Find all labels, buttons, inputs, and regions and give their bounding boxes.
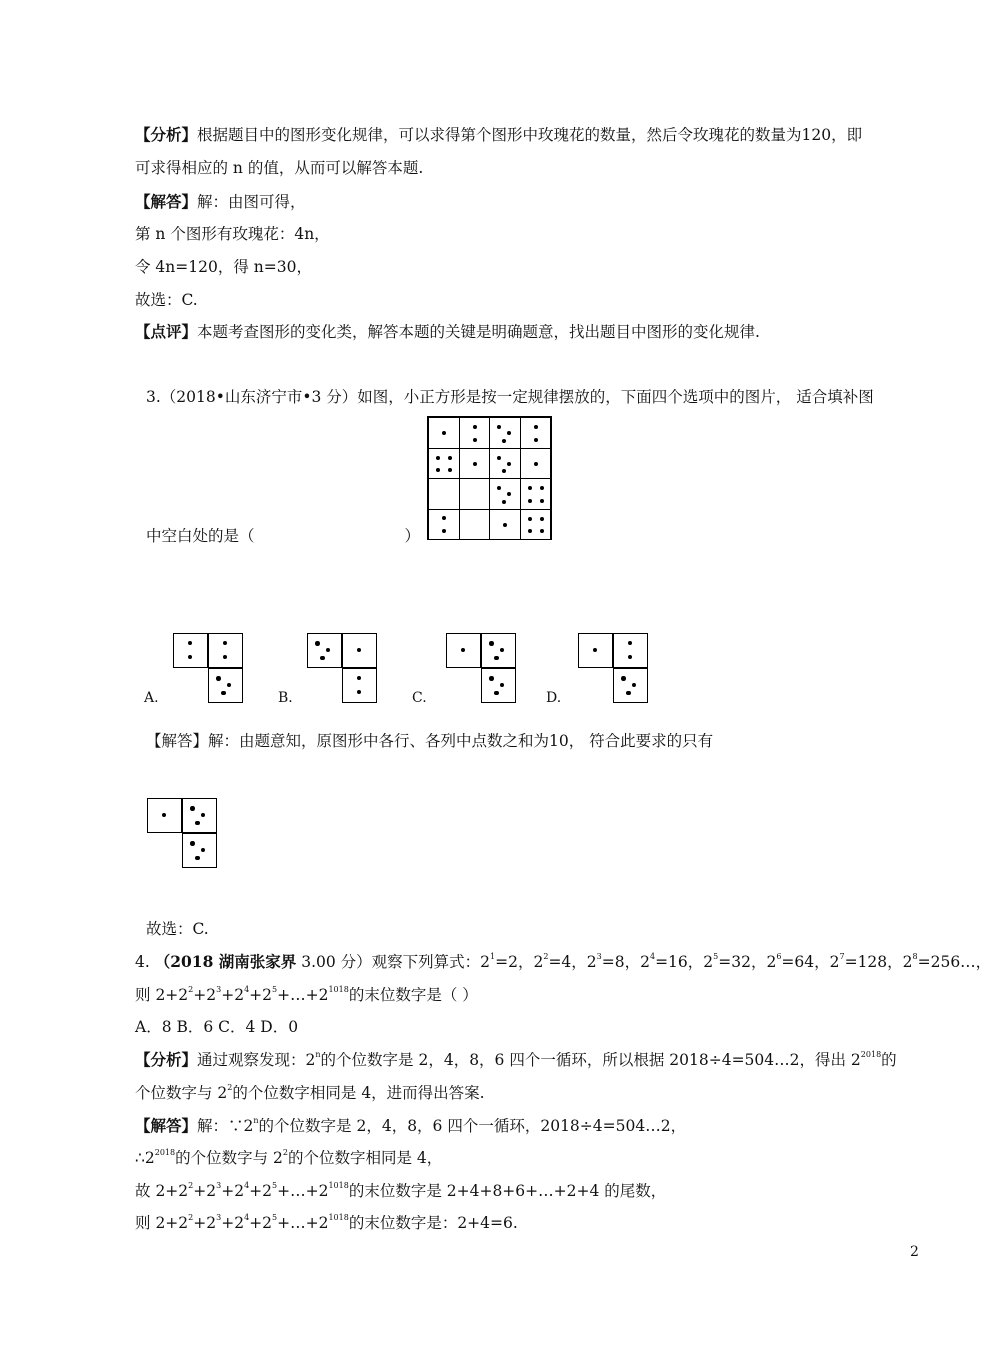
option-square	[182, 798, 217, 833]
q3-choose: 故选：C.	[146, 920, 209, 938]
dot	[540, 517, 544, 521]
dot	[201, 848, 206, 853]
solution-line-3: 令 4n=120，得 n=30，	[135, 258, 312, 276]
q4-choices: A．8 B．6 C．4 D．0	[135, 1018, 299, 1036]
grid-cell	[520, 448, 552, 480]
dot	[442, 529, 446, 533]
dot	[626, 691, 631, 696]
dot	[448, 456, 452, 460]
grid-cell	[489, 509, 521, 541]
dot	[497, 456, 501, 460]
dot	[357, 648, 362, 653]
dot	[473, 462, 477, 466]
dot	[497, 486, 501, 490]
series-expression: $2^1=2$，$2^2=4$，$2^3=8$，$2^4=16$，$2^5=32$，$2^6=64$，$2^7=128$，$2^8=256\dots$，	[480, 952, 991, 971]
option-label: A.	[144, 690, 159, 706]
dot	[223, 655, 228, 660]
dot	[461, 648, 466, 653]
dot	[201, 813, 206, 818]
dot	[528, 529, 532, 533]
option-square	[481, 633, 516, 668]
solution-line-1: 【解答】解：由图可得，	[135, 192, 306, 211]
q4-line-2: 则 $2+2^2+2^3+2^4+2^5+\dots+2^{1018}$的末位数字是（ ）	[135, 985, 478, 1004]
option-square	[613, 633, 648, 668]
solution-line-4: 故选：C.	[135, 291, 198, 309]
q4-solution-4: 则 $2+2^2+2^3+2^4+2^5+\dots+2^{1018}$的末位数字是：2+4=6.	[135, 1213, 518, 1232]
grid-cell	[520, 478, 552, 510]
sum-expression: $2+2^2+2^3+2^4+2^5+\dots+2^{1018}$	[155, 985, 349, 1004]
dot	[540, 499, 544, 503]
grid-cell	[428, 448, 460, 480]
dot-grid-figure	[427, 416, 552, 540]
grid-cell	[459, 509, 491, 541]
dot	[320, 656, 325, 661]
dot	[489, 676, 494, 681]
grid-cell	[459, 417, 491, 449]
dot	[628, 641, 633, 646]
dot	[500, 648, 505, 653]
option-label: D.	[546, 690, 562, 706]
dot	[528, 499, 532, 503]
dot	[223, 641, 228, 646]
grid-cell	[428, 417, 460, 449]
grid-cell	[459, 478, 491, 510]
option-label: C.	[412, 690, 427, 706]
dot	[448, 468, 452, 472]
q3-line-1: 3.（2018•山东济宁市•3 分）如图，小正方形是按一定规律摆放的，下面四个选项中的图片， 适合填补图	[146, 388, 874, 406]
dot	[502, 469, 506, 473]
dot	[473, 438, 477, 442]
grid-cell	[489, 417, 521, 449]
option-square	[613, 668, 648, 703]
grid-cell	[428, 478, 460, 510]
dot	[534, 425, 538, 429]
dot	[473, 425, 477, 429]
analysis-line-2: 可求得相应的 n 的值，从而可以解答本题.	[135, 159, 424, 177]
dot	[621, 676, 626, 681]
q4-solution-3: 故 $2+2^2+2^3+2^4+2^5+\dots+2^{1018}$的末位数字是 2+4+8+6+…+2+4 的尾数，	[135, 1181, 667, 1200]
sum-expression: $2+2^2+2^3+2^4+2^5+\dots+2^{1018}$	[155, 1213, 349, 1232]
grid-cell	[520, 509, 552, 541]
dot	[326, 648, 331, 653]
option-label: B.	[278, 690, 293, 706]
dot	[190, 841, 195, 846]
q3-solution-line: 【解答】解：由题意知，原图形中各行、各列中点数之和为10， 符合此要求的只有	[146, 732, 714, 750]
option-square	[208, 668, 243, 703]
page-number: 2	[910, 1244, 919, 1260]
option-square	[307, 633, 342, 668]
dot	[503, 523, 507, 527]
dot	[528, 517, 532, 521]
q4-solution-2: $\therefore 2^{2018}$的个位数字与 $2^2$的个位数字相同是 4，	[135, 1148, 443, 1167]
option-square	[208, 633, 243, 668]
dot	[628, 655, 633, 660]
grid-cell	[459, 448, 491, 480]
dot	[494, 656, 499, 661]
dot	[227, 683, 232, 688]
option-square	[342, 668, 377, 703]
option-square	[481, 668, 516, 703]
grid-cell	[520, 417, 552, 449]
sum-expression: $2+2^2+2^3+2^4+2^5+\dots+2^{1018}$	[155, 1181, 349, 1200]
dot	[436, 456, 440, 460]
q4-line-1: 4. （2018 湖南张家界 3.00 分）观察下列算式：$2^1=2$，$2^2=4$，$2^3=8$，$2^4=16$，$2^5=32$，$2^6=64$，$2^7=128$，$2^8=256\dots$，	[135, 952, 991, 971]
dot	[442, 516, 446, 520]
dot	[507, 492, 511, 496]
dot	[315, 641, 320, 646]
dot	[497, 425, 501, 429]
dot	[534, 462, 538, 466]
option-square	[182, 833, 217, 868]
dot	[502, 500, 506, 504]
dot	[357, 690, 362, 695]
dot	[500, 683, 505, 688]
dot	[534, 438, 538, 442]
q4-solution-1: 【解答】解：∵2$^n$的个位数字是 2，4，8，6 四个一循环，2018÷4=504…2，	[135, 1116, 687, 1135]
dot	[540, 529, 544, 533]
option-square	[342, 633, 377, 668]
dot	[216, 676, 221, 681]
solution-line-2: 第 n 个图形有玫瑰花：4n，	[135, 225, 330, 243]
dot	[507, 431, 511, 435]
option-square	[578, 633, 613, 668]
dot	[357, 676, 362, 681]
dot	[528, 486, 532, 490]
comment-line: 【点评】本题考查图形的变化类，解答本题的关键是明确题意，找出题目中图形的变化规律.	[135, 322, 760, 341]
dot	[442, 431, 446, 435]
grid-cell	[489, 448, 521, 480]
dot	[190, 806, 195, 811]
dot	[540, 486, 544, 490]
grid-cell	[428, 509, 460, 541]
dot	[502, 439, 506, 443]
dot	[494, 691, 499, 696]
option-square	[446, 633, 481, 668]
dot	[489, 641, 494, 646]
dot	[195, 821, 200, 826]
dot	[162, 813, 167, 818]
grid-cell	[489, 478, 521, 510]
dot	[188, 655, 193, 660]
dot	[507, 462, 511, 466]
option-square	[173, 633, 208, 668]
dot	[632, 683, 637, 688]
analysis-line-1: 【分析】根据题目中的图形变化规律，可以求得第个图形中玫瑰花的数量，然后令玫瑰花的数量为120，即	[135, 125, 863, 144]
q4-analysis-2: 个位数字与 $2^2$的个位数字相同是 4，进而得出答案.	[135, 1083, 485, 1102]
dot	[188, 641, 193, 646]
q3-line-2: 中空白处的是（ ）	[146, 527, 421, 545]
analysis-tag: 【分析】	[135, 125, 198, 144]
option-square	[147, 798, 182, 833]
dot	[593, 648, 598, 653]
dot	[221, 691, 226, 696]
q4-analysis-1: 【分析】通过观察发现：2$^n$的个位数字是 2，4，8，6 四个一循环，所以根据 2018÷4=504…2，得出 $2^{2018}$的	[135, 1050, 897, 1069]
dot	[195, 856, 200, 861]
dot	[436, 468, 440, 472]
